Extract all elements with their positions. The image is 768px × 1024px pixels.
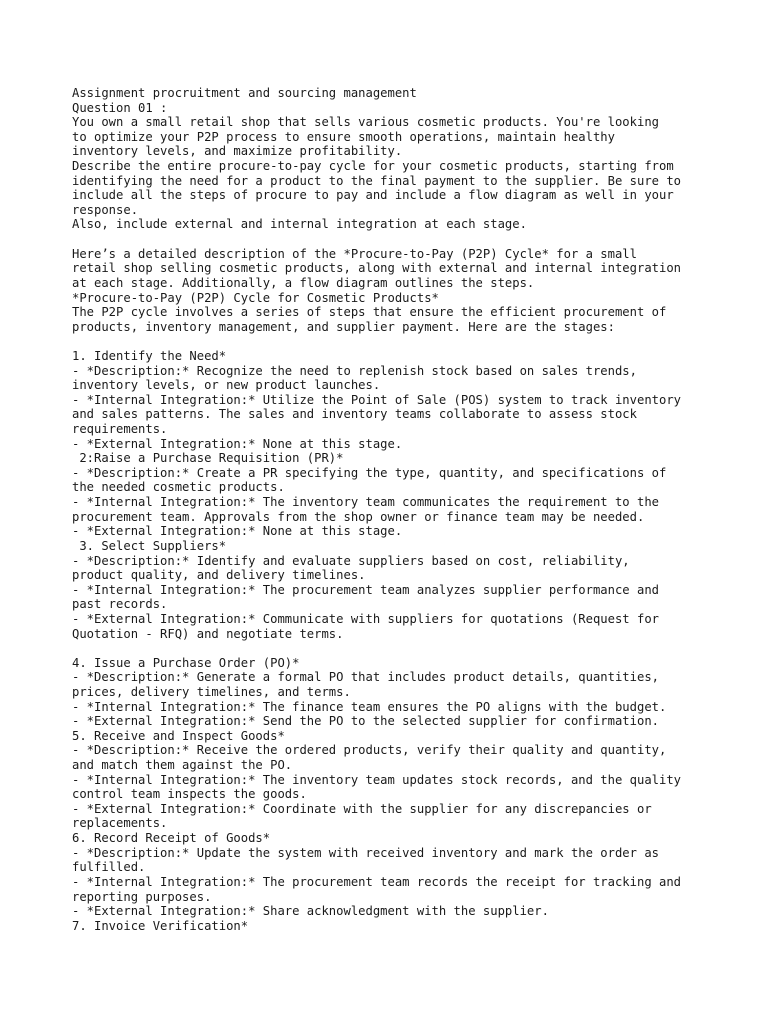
blank-line — [72, 232, 712, 247]
text-line: inventory levels, and maximize profitability. — [72, 144, 403, 159]
text-line: 5. Receive and Inspect Goods* — [72, 728, 285, 743]
text-line: 6. Record Receipt of Goods* — [72, 831, 271, 846]
text-line: and match them against the PO. — [72, 758, 293, 773]
text-line: 4. Issue a Purchase Order (PO)* — [72, 655, 300, 670]
text-line: - *External Integration:* Communicate with suppliers for quotations (Request for — [72, 611, 659, 626]
text-line: - *External Integration:* None at this stage. — [72, 436, 403, 451]
text-line: products, inventory management, and supplier payment. Here are the stages: — [72, 319, 615, 334]
text-line: the needed cosmetic products. — [72, 480, 285, 495]
text-line: You own a small retail shop that sells various cosmetic products. You're looking — [72, 115, 659, 130]
text-line: - *External Integration:* Send the PO to the selected supplier for confirmation. — [72, 714, 659, 729]
blank-line — [72, 641, 712, 656]
text-line: response. — [72, 202, 139, 217]
text-line: The P2P cycle involves a series of steps that ensure the efficient procurement of — [72, 305, 667, 320]
text-line: procurement team. Approvals from the shop owner or finance team may be needed. — [72, 509, 645, 524]
text-line: *Procure-to-Pay (P2P) Cycle for Cosmetic Products* — [72, 290, 439, 305]
text-line: fulfilled. — [72, 860, 146, 875]
text-line: identifying the need for a product to the final payment to the supplier. Be sure to — [72, 173, 682, 188]
text-line: - *Description:* Generate a formal PO that includes product details, quantities, — [72, 670, 659, 685]
text-line: at each stage. Additionally, a flow diagram outlines the steps. — [72, 275, 535, 290]
text-line: and sales patterns. The sales and inventory teams collaborate to assess stock — [72, 407, 637, 422]
blank-line — [72, 334, 712, 349]
text-line: replacements. — [72, 816, 168, 831]
text-line: 3. Select Suppliers* — [72, 538, 227, 553]
text-line: Describe the entire procure-to-pay cycle for your cosmetic products, starting from — [72, 159, 674, 174]
text-line: Assignment procruitment and sourcing management — [72, 86, 417, 100]
text-line: Question 01 : — [72, 100, 168, 115]
text-line: - *Description:* Receive the ordered products, verify their quality and quantity, — [72, 743, 667, 758]
text-line: Also, include external and internal integration at each stage. — [72, 217, 527, 232]
text-line: reporting purposes. — [72, 889, 212, 904]
text-line: include all the steps of procure to pay and include a flow diagram as well in your — [72, 188, 674, 203]
text-line: 7. Invoice Verification* — [72, 918, 249, 933]
text-line: - *Internal Integration:* The finance team ensures the PO aligns with the budget. — [72, 699, 667, 714]
text-line: - *Description:* Identify and evaluate suppliers based on cost, reliability, — [72, 553, 630, 568]
text-line: product quality, and delivery timelines. — [72, 568, 366, 583]
text-line: prices, delivery timelines, and terms. — [72, 684, 351, 699]
text-line: - *Description:* Update the system with received inventory and mark the order as — [72, 845, 659, 860]
text-line: 1. Identify the Need* — [72, 348, 227, 363]
text-line: - *Internal Integration:* Utilize the Point of Sale (POS) system to track inventory — [72, 392, 682, 407]
text-line: - *Internal Integration:* The procurement team records the receipt for tracking and — [72, 874, 682, 889]
text-line: - *External Integration:* Share acknowledgment with the supplier. — [72, 904, 549, 919]
text-line: - *External Integration:* None at this stage. — [72, 524, 403, 539]
text-line: 2:Raise a Purchase Requisition (PR)* — [72, 451, 344, 466]
text-line: control team inspects the goods. — [72, 787, 307, 802]
text-line: - *External Integration:* Coordinate with the supplier for any discrepancies or — [72, 801, 652, 816]
text-line: - *Internal Integration:* The inventory team updates stock records, and the quality — [72, 772, 682, 787]
document-body — [72, 86, 712, 933]
text-line: requirements. — [72, 422, 168, 437]
text-line: to optimize your P2P process to ensure smooth operations, maintain healthy — [72, 129, 615, 144]
text-line: - *Description:* Recognize the need to replenish stock based on sales trends, — [72, 363, 637, 378]
text-line: Here’s a detailed description of the *Procure-to-Pay (P2P) Cycle* for a small — [72, 246, 637, 261]
text-line: - *Internal Integration:* The procurement team analyzes supplier performance and — [72, 582, 659, 597]
text-line: retail shop selling cosmetic products, along with external and internal integration — [72, 261, 682, 276]
text-line: past records. — [72, 597, 168, 612]
text-line: Quotation - RFQ) and negotiate terms. — [72, 626, 344, 641]
text-line: - *Description:* Create a PR specifying the type, quantity, and specifications of — [72, 465, 667, 480]
text-line: - *Internal Integration:* The inventory team communicates the requirement to the — [72, 495, 659, 510]
text-line: inventory levels, or new product launches. — [72, 378, 381, 393]
